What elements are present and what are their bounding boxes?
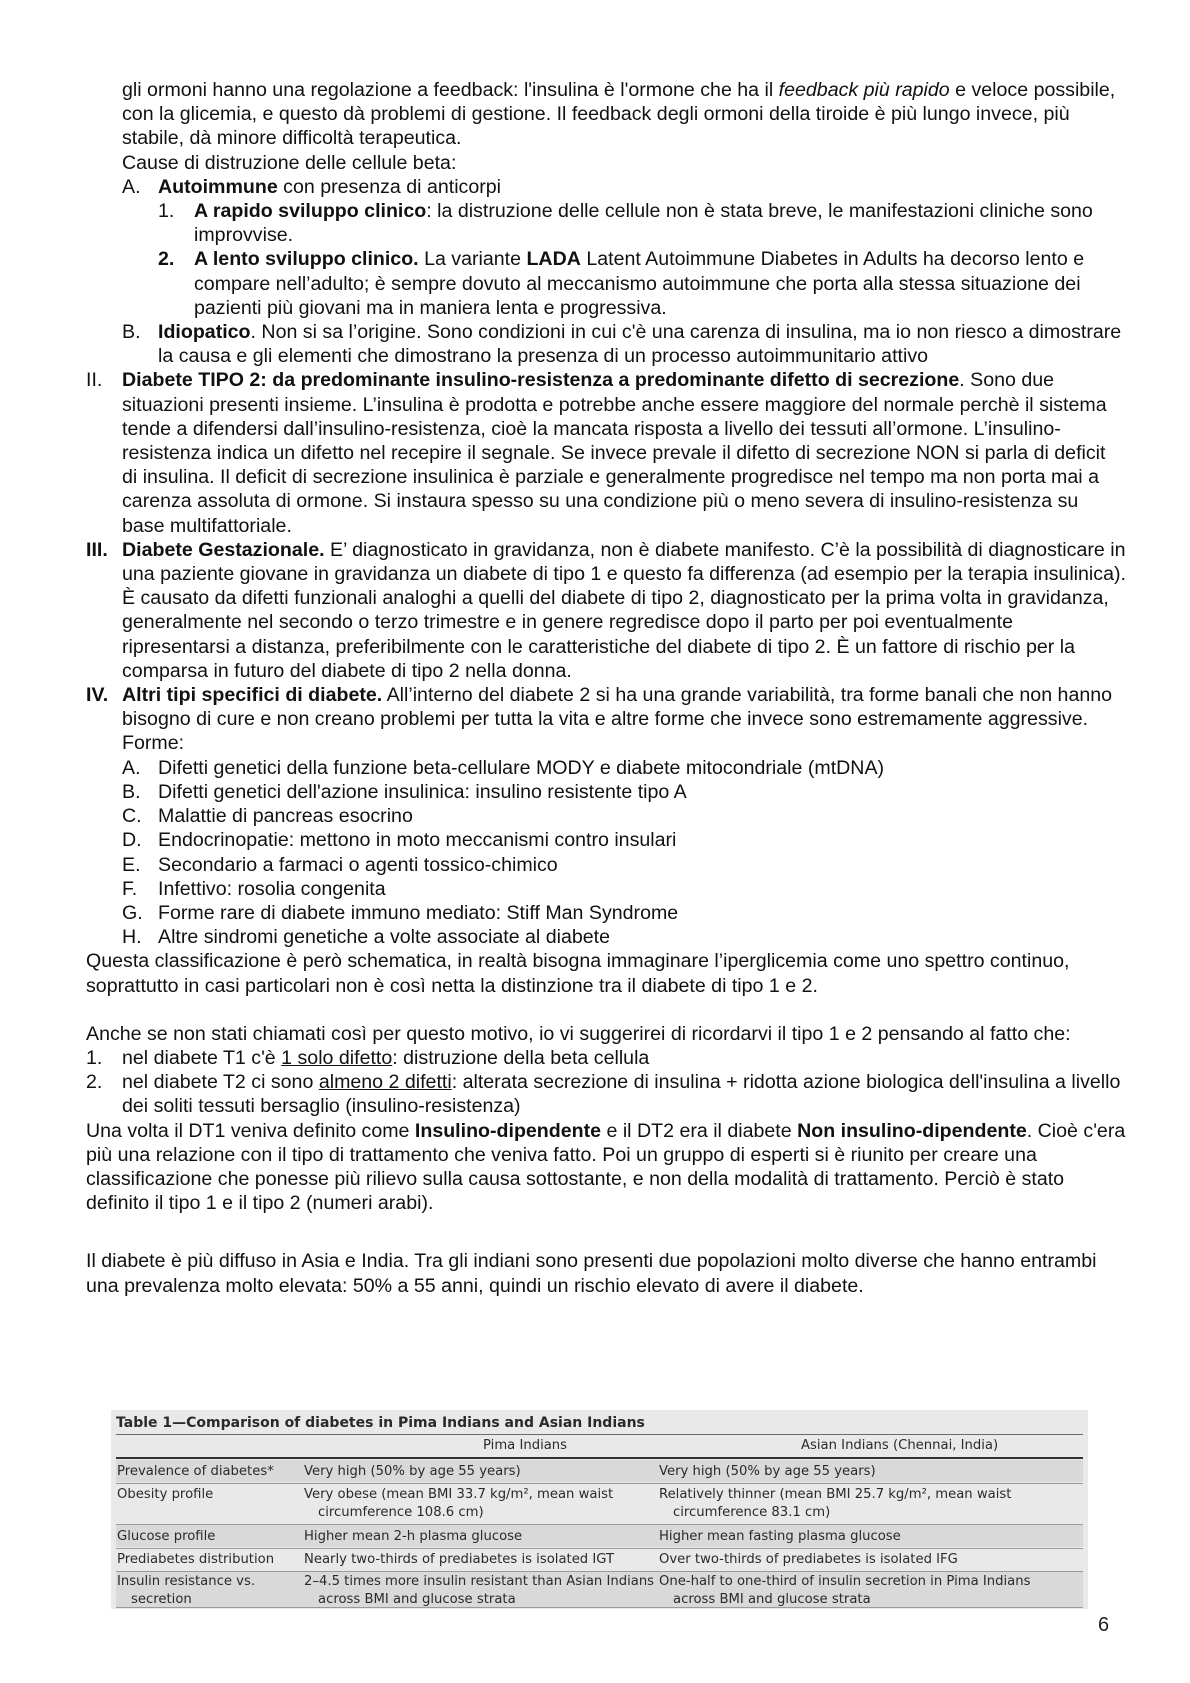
intro-italic: feedback più rapido (778, 79, 950, 101)
list-text-end: : distruzione della beta cellula (392, 1046, 650, 1069)
prevalence-paragraph: Il diabete è più diffuso in Asia e India. Tra gli indiani sono presenti due popolazioni molto diverse che hanno entrambi una prevalenza molto elevata: 50% a 55 anni, quindi un rischio elevato di avere il diabete. (86, 1250, 1097, 1297)
cell-line: circumference 83.1 cm) (673, 1505, 831, 1520)
section-III-title: Diabete Gestazionale. (122, 538, 325, 561)
document-body (86, 78, 1126, 1298)
cell-line: across BMI and glucose strata (318, 1592, 516, 1607)
table-cell: Higher mean 2-h plasma glucose (304, 1529, 523, 1544)
section-IV-title: Altri tipi specifici di diabete. (122, 684, 383, 707)
table-cell: Nearly two-thirds of prediabetes is isolated IGT (304, 1552, 615, 1567)
cell-line: secretion (131, 1592, 192, 1607)
intro-text: gli ormoni hanno una regolazione a feedback: l'insulina è l'ormone che ha il (122, 79, 779, 101)
list-marker: B. (122, 780, 141, 803)
section-II (86, 368, 1126, 537)
underlined-text: 1 solo difetto (281, 1046, 393, 1069)
table-rule (116, 1548, 1083, 1549)
list-item (86, 756, 1126, 780)
item-marker: 1. (158, 200, 175, 223)
naming-paragraph (86, 1119, 1126, 1216)
table-row-label: Glucose profile (117, 1529, 216, 1544)
table-cell (304, 1486, 613, 1522)
list-text: Endocrinopatie: mettono in moto meccanismi contro insulari (158, 829, 677, 852)
suggestion-paragraph: Anche se non stati chiamati così per questo motivo, io vi suggerirei di ricordarvi il tipo 1 e 2 pensando al fatto che: (86, 1022, 1071, 1045)
comparison-table (111, 1410, 1088, 1609)
lada-label: LADA (526, 248, 581, 271)
item-B-title: Idiopatico (158, 321, 251, 344)
section-marker: III. (86, 538, 108, 561)
list-text: Infettivo: rosolia congenita (158, 877, 386, 900)
list-text: nel diabete T2 ci sono (122, 1071, 319, 1094)
table-row-label: Obesity profile (117, 1487, 214, 1502)
table-rule (116, 1483, 1083, 1484)
item-A2 (86, 247, 1126, 320)
spacer (86, 1215, 1126, 1249)
list-marker: 2. (86, 1071, 103, 1094)
table-header-asian: Asian Indians (Chennai, India) (801, 1438, 999, 1453)
item-A1-title: A rapido sviluppo clinico (194, 200, 427, 223)
section-III (86, 538, 1126, 683)
item-A1 (86, 199, 1126, 247)
list-marker: 1. (86, 1046, 103, 1069)
table-rule (116, 1434, 1083, 1435)
table-cell (659, 1573, 1030, 1609)
cell-line: 2–4.5 times more insulin resistant than Asian Indians (304, 1574, 655, 1589)
item-A2-text: La variante (418, 248, 527, 271)
item-B-text: . Non si sa l’origine. Sono condizioni in cui c'è una carenza di insulina, ma io non riesco a dimostrare la causa e gli elementi che dimostrano la presenza di un processo autoimmunitario attivo (158, 321, 1122, 368)
list-text: Difetti genetici della funzione beta-cellulare MODY e diabete mitocondriale (mtDNA) (158, 756, 885, 779)
item-B (86, 320, 1126, 368)
page-number: 6 (1098, 1614, 1110, 1636)
list-item (86, 828, 1126, 852)
table-cell (304, 1573, 654, 1609)
list-item (86, 925, 1126, 949)
item-A1-text: : la distruzione delle cellule non è stata breve, le manifestazioni cliniche sono improvvise. (194, 200, 1093, 247)
table-header-pima: Pima Indians (483, 1438, 568, 1453)
paragraph-text: Una volta il DT1 veniva definito come (86, 1119, 415, 1142)
intro-paragraph (86, 78, 1126, 151)
item-A-text: con presenza di anticorpi (277, 175, 502, 198)
list-marker: D. (122, 829, 142, 852)
table-cell: Very high (50% by age 55 years) (304, 1464, 521, 1479)
section-marker: IV. (86, 684, 109, 707)
cell-line: Relatively thinner (mean BMI 25.7 kg/m², mean waist (659, 1487, 1012, 1502)
item-marker: A. (122, 175, 141, 198)
list-item (86, 804, 1126, 828)
section-marker: II. (86, 369, 103, 392)
table-cell: Higher mean fasting plasma glucose (659, 1529, 901, 1544)
table-cell: Very high (50% by age 55 years) (659, 1464, 876, 1479)
table-row-band (116, 1525, 1083, 1547)
list-item (86, 877, 1126, 901)
list-item (86, 780, 1126, 804)
list-marker: F. (122, 877, 138, 900)
list-text-end: : alterata secrezione di insulina + ridotta azione biologica dell'insulina a livello dei soliti tessuti bersaglio (insulino-resistenza) (122, 1071, 1121, 1118)
table-title: Table 1—Comparison of diabetes in Pima Indians and Asian Indians (116, 1415, 645, 1431)
list-text: Forme rare di diabete immuno mediato: Stiff Man Syndrome (158, 901, 679, 924)
numbered-item-2 (86, 1070, 1126, 1118)
list-marker: A. (122, 756, 141, 779)
section-IV-list (86, 756, 1126, 950)
intro-text-end: e veloce possibile, con la glicemia, e questo dà problemi di gestione. Il feedback degli ormoni della tiroide è più lungo invece, più stabile, dà minore difficoltà terapeutica. (122, 79, 1116, 150)
cell-line: Very obese (mean BMI 33.7 kg/m², mean waist (304, 1487, 614, 1502)
bold-term: Insulino-dipendente (414, 1119, 602, 1142)
underlined-text: almeno 2 difetti (318, 1071, 452, 1094)
section-IV (86, 683, 1126, 756)
item-A2-text-end: Latent Autoimmune Diabetes in Adults ha decorso lento e compare nell’adulto; è sempre dovuto al meccanismo autoimmune che porta alla stessa situazione dei pazienti più giovani ma in maniera lenta e progressiva. (194, 248, 1085, 319)
list-marker: E. (122, 853, 141, 876)
list-item (86, 901, 1126, 925)
list-text: Difetti genetici dell'azione insulinica: insulino resistente tipo A (158, 780, 687, 803)
list-text: nel diabete T1 c'è (122, 1046, 282, 1069)
paragraph-text: e il DT2 era il diabete (601, 1119, 798, 1142)
classification-note: Questa classificazione è però schematica, in realtà bisogna immaginare l’iperglicemia come uno spettro continuo, soprattutto in casi particolari non è così netta la distinzione tra il diabete di tipo 1 e 2. (86, 950, 1070, 997)
spacer (86, 998, 1126, 1022)
item-A (86, 175, 1126, 199)
item-marker: 2. (158, 248, 175, 271)
list-text: Secondario a farmaci o agenti tossico-chimico (158, 853, 558, 876)
table-rule (116, 1571, 1083, 1572)
bold-term: Non insulino-dipendente (797, 1119, 1027, 1142)
cell-line: Insulin resistance vs. (117, 1574, 256, 1589)
cell-line: One-half to one-third of insulin secretion in Pima Indians (659, 1574, 1031, 1589)
cell-line: circumference 108.6 cm) (318, 1505, 484, 1520)
item-marker: B. (122, 321, 141, 344)
item-A-title: Autoimmune (158, 175, 278, 198)
list-marker: G. (122, 901, 143, 924)
section-IV-text: All’interno del diabete 2 si ha una grande variabilità, tra forme banali che non hanno bisogno di cure e non creano problemi per tutta la vita e altre forme che invece sono estremamente aggressive. Forme: (122, 684, 1113, 755)
list-marker: H. (122, 926, 142, 949)
numbered-item-1 (86, 1046, 1126, 1070)
table-rule (116, 1457, 1083, 1459)
section-II-text: . Sono due situazioni presenti insieme. L’insulina è prodotta e potrebbe anche essere maggiore del normale perchè il sistema tende a difendersi dall’insulino-resistenza, cioè la mancata risposta a livello dei tessuti all’ormone. L’insulino-resistenza indica un difetto nel recepire il segnale. Se invece prevale il difetto di secrezione NON si parla di deficit di insulina. Il deficit di secrezione insulinica è parziale e generalmente progredisce nel tempo ma non porta mai a carenza assoluta di ormone. Si instaura spesso su una condizione più o meno severa di insulino-resistenza su base multifattoriale. (122, 369, 1107, 537)
list-text: Malattie di pancreas esocrino (158, 805, 413, 828)
table-row-label (117, 1573, 255, 1609)
list-text: Altre sindromi genetiche a volte associate al diabete (158, 926, 611, 949)
paragraph-text: . Cioè c'era più una relazione con il tipo di trattamento che veniva fatto. Poi un gruppo di esperti si è riunito per creare una classificazione che ponesse più rilievo sulla causa sottostante, e non della modalità di trattamento. Perciò è stato definito il tipo 1 e il tipo 2 (numeri arabi). (86, 1119, 1126, 1215)
section-II-title: Diabete TIPO 2: da predominante insulino-resistenza a predominante difetto di secrezione (122, 369, 960, 392)
table-cell (659, 1486, 1011, 1522)
section-III-text: E’ diagnosticato in gravidanza, non è diabete manifesto. C’è la possibilità di diagnosticare in una paziente giovane in gravidanza un diabete di tipo 1 e questo fa differenza (ad esempio per la terapia insulinica). È causato da difetti funzionali analoghi a quelli del diabete di tipo 2, diagnosticato per la prima volta in gravidanza, generalmente nel secondo o terzo trimestre e in genere regredisce dopo il parto per poi eventualmente ripresentarsi a distanza, preferibilmente con le caratteristiche del diabete di tipo 2. È un fattore di rischio per la comparsa in futuro del diabete di tipo 2 nella donna. (122, 538, 1126, 682)
table-rule (116, 1524, 1083, 1525)
list-marker: C. (122, 805, 142, 828)
table-cell: Over two-thirds of prediabetes is isolated IFG (659, 1552, 958, 1567)
item-A2-title: A lento sviluppo clinico. (194, 248, 419, 271)
cell-line: across BMI and glucose strata (673, 1592, 871, 1607)
table-row-label: Prevalence of diabetes* (117, 1464, 274, 1479)
table-row-label: Prediabetes distribution (117, 1552, 275, 1567)
cause-heading: Cause di distruzione delle cellule beta: (122, 151, 457, 174)
list-item (86, 853, 1126, 877)
